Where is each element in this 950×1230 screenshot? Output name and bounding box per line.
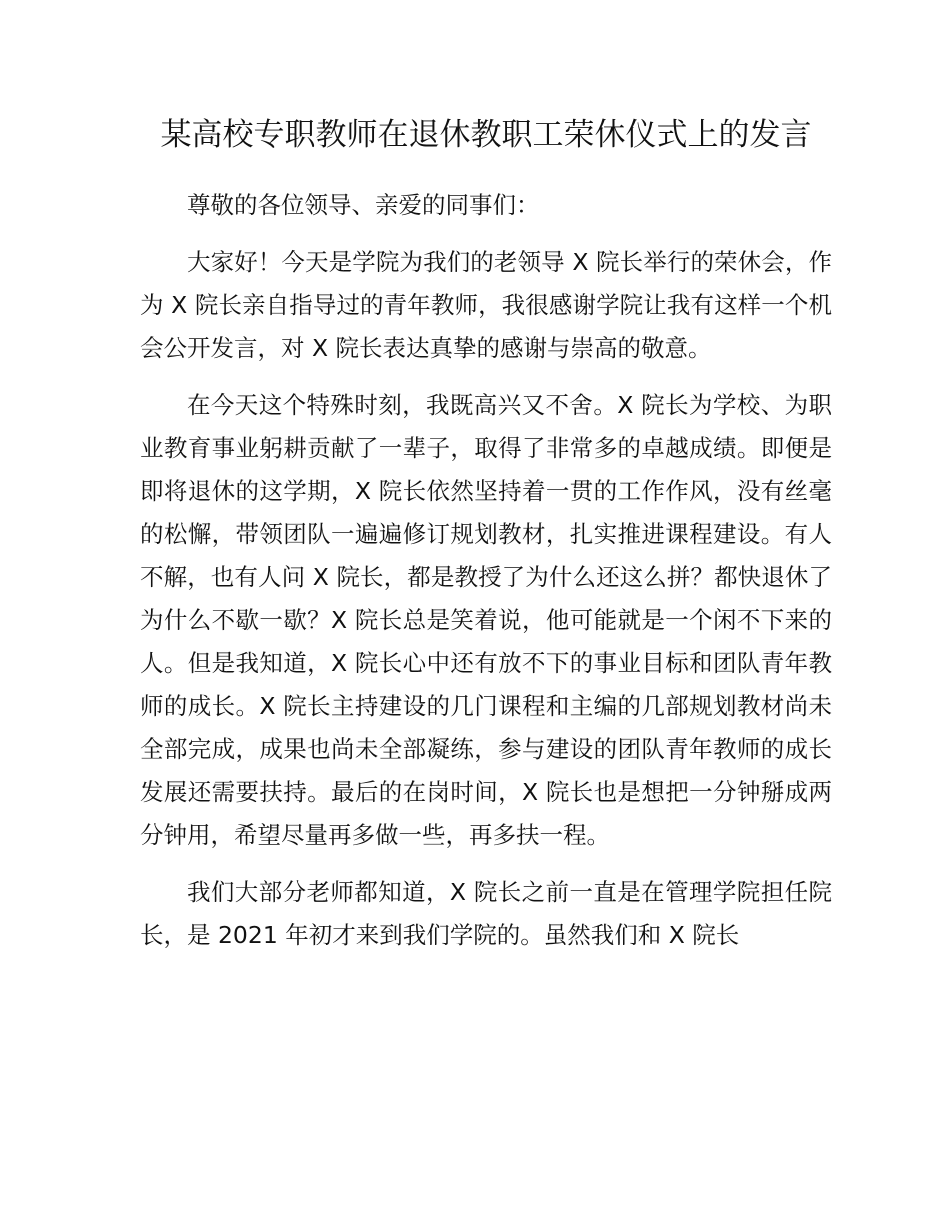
- paragraph-3: 我们大部分老师都知道，X 院长之前一直是在管理学院担任院长，是 2021 年初才来到我们学院的。虽然我们和 X 院长: [140, 878, 832, 949]
- paragraph-1: 大家好！今天是学院为我们的老领导 X 院长举行的荣休会，作为 X 院长亲自指导过的青年教师，我很感谢学院让我有这样一个机会公开发言，对 X 院长表达真挚的感谢与崇高的敬意。: [140, 248, 832, 362]
- document-title: 某高校专职教师在退休教职工荣休仪式上的发言: [160, 117, 812, 153]
- greeting: 尊敬的各位领导、亲爱的同事们：: [187, 191, 540, 219]
- paragraph-2: 在今天这个特殊时刻，我既高兴又不舍。X 院长为学校、为职业教育事业躬耕贡献了一辈子，取得了非常多的卓越成绩。即便是即将退休的这学期，X 院长依然坚持着一贯的工作作风，没有丝毫的松懈，带领团队一遍遍修订规划教材，扎实推进课程建设。有人不解，也有人问 X 院长，都是教授了为什么还这么拼？都快退休了为什么不歇一歇？X 院长总是笑着说，他可能就是一个闲不下来的人。但是我知道，X 院长心中还有放不下的事业目标和团队青年教师的成长。X 院长主持建设的几门课程和主编的几部规划教材尚未全部完成，成果也尚未全部凝练，参与建设的团队青年教师的成长发展还需要扶持。最后的在岗时间，X 院长也是想把一分钟掰成两分钟用，希望尽量再多做一些，再多扶一程。: [140, 391, 832, 849]
